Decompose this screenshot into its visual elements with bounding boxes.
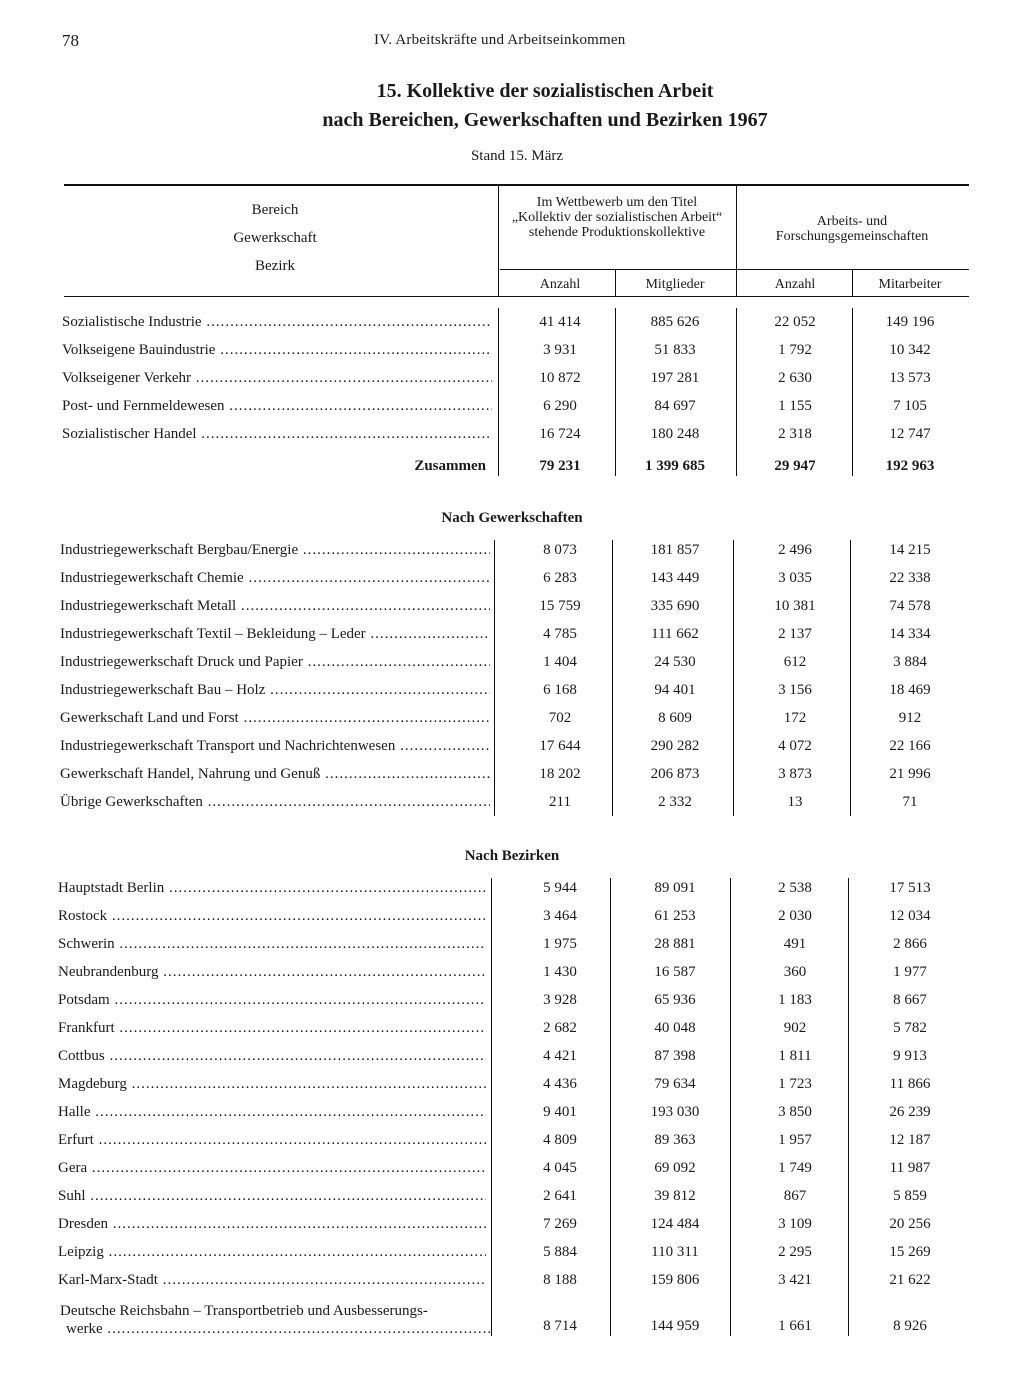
cell-anzahl: 4 809: [543, 1132, 577, 1148]
row-label: Cottbus .....: [58, 1048, 486, 1065]
cell-mitglieder: 124 484: [650, 1216, 700, 1232]
cell-anzahl: 8 188: [543, 1272, 577, 1288]
cell-anzahl: 2 682: [543, 1020, 577, 1036]
cell-anzahl: 7 269: [543, 1216, 577, 1232]
cell-mitglieder: 8 609: [658, 710, 692, 726]
row-label: Neubrandenburg .....: [58, 964, 486, 981]
table-row: [0, 1302, 1024, 1342]
cell-anzahl-ag: 1 811: [778, 1048, 812, 1064]
table-row: [0, 794, 1024, 818]
cell-mitglieder: 87 398: [654, 1048, 696, 1064]
cell-mitarbeiter: 21 996: [889, 766, 931, 782]
cell-anzahl: 17 644: [539, 738, 581, 754]
cell-anzahl-ag: 3 109: [778, 1216, 812, 1232]
cell-anzahl-ag: 3 850: [778, 1104, 812, 1120]
cell-mitarbeiter: 8 667: [893, 992, 927, 1008]
cell-anzahl-ag: 1 661: [778, 1318, 812, 1334]
table-title: 15. Kollektive der sozialistischen Arbeit: [376, 80, 714, 102]
cell-anzahl-ag: 902: [783, 1020, 807, 1036]
row-label: Industriegewerkschaft Bergbau/Energie .....: [60, 542, 490, 559]
table-row: [0, 1132, 1024, 1156]
row-label: Sozialistische Industrie .....: [62, 314, 492, 331]
cell-mitarbeiter: 9 913: [893, 1048, 927, 1064]
cell-anzahl: 3 928: [543, 992, 577, 1008]
cell-mitarbeiter: 12 034: [889, 908, 931, 924]
cell-mitglieder: 65 936: [654, 992, 696, 1008]
cell-anzahl: 10 872: [539, 370, 581, 386]
cell-anzahl-ag: 13: [787, 794, 803, 810]
running-head: IV. Arbeitskräfte und Arbeitseinkommen: [374, 32, 626, 48]
cell-mitglieder: 79 634: [654, 1076, 696, 1092]
cell-mitarbeiter: 11 866: [889, 1076, 931, 1092]
row-label: Industriegewerkschaft Textil – Bekleidung – Leder .....: [60, 626, 490, 643]
table-row: [0, 1188, 1024, 1212]
cell-mitglieder: 885 626: [650, 314, 700, 330]
cell-anzahl: 16 724: [539, 426, 581, 442]
cell-mitarbeiter: 22 166: [889, 738, 931, 754]
col-header-mitglieder: Mitglieder: [645, 277, 705, 292]
cell-anzahl-ag: 491: [783, 936, 807, 952]
row-label: Gera .....: [58, 1160, 486, 1177]
table-row: [0, 1272, 1024, 1296]
row-label: Magdeburg .....: [58, 1076, 486, 1093]
row-label: Industriegewerkschaft Metall .....: [60, 598, 490, 615]
cell-mitarbeiter: 10 342: [889, 342, 931, 358]
cell-anzahl: 5 944: [543, 880, 577, 896]
table-row: [0, 766, 1024, 790]
table-row: [0, 738, 1024, 762]
col-header-anzahl: Anzahl: [539, 277, 581, 292]
cell-anzahl: 41 414: [539, 314, 581, 330]
cell-mitarbeiter: 20 256: [889, 1216, 931, 1232]
head-bottom-rule: [64, 296, 969, 297]
cell-mitarbeiter: 14 215: [889, 542, 931, 558]
cell-mitarbeiter: 912: [898, 710, 922, 726]
cell-mitglieder: 197 281: [650, 370, 700, 386]
cell-mitglieder: 28 881: [654, 936, 696, 952]
stub-header-gewerkschaft: Gewerkschaft: [233, 230, 317, 246]
cell-mitarbeiter: 12 187: [889, 1132, 931, 1148]
cell-mitarbeiter: 14 334: [889, 626, 931, 642]
cell-anzahl-ag: 22 052: [774, 314, 816, 330]
cell-mitarbeiter: 21 622: [889, 1272, 931, 1288]
row-label: Gewerkschaft Handel, Nahrung und Genuß .....: [60, 766, 490, 783]
row-label: Industriegewerkschaft Transport und Nachrichtenwesen .....: [60, 738, 490, 755]
cell-anzahl-ag: 612: [783, 654, 807, 670]
cell-anzahl: 3 931: [543, 342, 577, 358]
cell-mitglieder: 16 587: [654, 964, 696, 980]
head-divider: [615, 270, 616, 296]
head-divider: [852, 270, 853, 296]
cell-anzahl: 1 975: [543, 936, 577, 952]
table-row: [0, 626, 1024, 650]
row-label: Hauptstadt Berlin .....: [58, 880, 486, 897]
cell-anzahl-ag: 867: [783, 1188, 807, 1204]
cell-mitglieder: 51 833: [654, 342, 696, 358]
cell-anzahl: 6 290: [543, 398, 577, 414]
row-label-line2: werke .....: [60, 1320, 490, 1338]
section-heading-bezirke: Nach Bezirken: [464, 848, 560, 864]
cell-mitarbeiter: 11 987: [889, 1160, 931, 1176]
table-row: [0, 342, 1024, 366]
table-row: [0, 542, 1024, 566]
cell-mitglieder: 181 857: [650, 542, 700, 558]
row-label: [60, 1302, 490, 1338]
cell-mitarbeiter: 149 196: [885, 314, 935, 330]
cell-mitarbeiter: 192 963: [885, 458, 935, 474]
table-top-rule: [64, 184, 969, 186]
cell-mitarbeiter: 5 859: [893, 1188, 927, 1204]
cell-mitglieder: 89 363: [654, 1132, 696, 1148]
table-row: [0, 992, 1024, 1016]
cell-mitglieder: 111 662: [651, 626, 699, 642]
head-subrule: [500, 269, 969, 270]
section-heading-gewerkschaften: Nach Gewerkschaften: [441, 510, 583, 526]
cell-mitglieder: 110 311: [651, 1244, 699, 1260]
group-header-arbeitsgemeinschaften: Arbeits- und Forschungsgemeinschaften: [775, 214, 929, 244]
table-row: [0, 1244, 1024, 1268]
table-row: [0, 370, 1024, 394]
row-label: Post- und Fernmeldewesen .....: [62, 398, 492, 415]
cell-mitglieder: 2 332: [658, 794, 692, 810]
cell-anzahl: 18 202: [539, 766, 581, 782]
table-row: [0, 682, 1024, 706]
cell-anzahl-ag: 1 957: [778, 1132, 812, 1148]
stub-header-bereich: Bereich: [251, 202, 299, 218]
row-label: Rostock .....: [58, 908, 486, 925]
table-row: [0, 1076, 1024, 1100]
table-row: [0, 654, 1024, 678]
cell-anzahl-ag: 3 035: [778, 570, 812, 586]
cell-anzahl: 4 045: [543, 1160, 577, 1176]
row-label: Volkseigene Bauindustrie .....: [62, 342, 492, 359]
cell-anzahl: 6 283: [543, 570, 577, 586]
head-divider: [498, 186, 499, 296]
cell-mitarbeiter: 12 747: [889, 426, 931, 442]
table-row: [0, 710, 1024, 734]
cell-anzahl: 1 430: [543, 964, 577, 980]
table-row: [0, 1160, 1024, 1184]
cell-mitarbeiter: 2 866: [893, 936, 927, 952]
cell-anzahl: 4 421: [543, 1048, 577, 1064]
group-header-produktionskollektive: Im Wettbewerb um den Titel „Kollektiv der sozialistischen Arbeit“ stehende Produktionskollektive: [511, 195, 723, 240]
cell-mitarbeiter: 13 573: [889, 370, 931, 386]
cell-anzahl-ag: 3 873: [778, 766, 812, 782]
cell-mitarbeiter: 22 338: [889, 570, 931, 586]
cell-anzahl: 702: [548, 710, 572, 726]
table-row: [0, 314, 1024, 338]
cell-anzahl: 4 436: [543, 1076, 577, 1092]
cell-anzahl-ag: 2 630: [778, 370, 812, 386]
cell-anzahl: 8 714: [543, 1318, 577, 1334]
cell-anzahl: 8 073: [543, 542, 577, 558]
row-label: Industriegewerkschaft Druck und Papier .....: [60, 654, 490, 671]
cell-anzahl-ag: 2 318: [778, 426, 812, 442]
total-label: Zusammen: [414, 458, 486, 474]
cell-anzahl-ag: 360: [783, 964, 807, 980]
cell-mitglieder: 39 812: [654, 1188, 696, 1204]
table-row: [0, 598, 1024, 622]
page-number: 78: [62, 31, 79, 50]
col-header-anzahl-2: Anzahl: [774, 277, 816, 292]
cell-mitarbeiter: 18 469: [889, 682, 931, 698]
row-label: Übrige Gewerkschaften .....: [60, 794, 490, 811]
cell-anzahl-ag: 2 030: [778, 908, 812, 924]
cell-anzahl: 9 401: [543, 1104, 577, 1120]
row-label: Leipzig .....: [58, 1244, 486, 1261]
cell-anzahl-ag: 4 072: [778, 738, 812, 754]
cell-anzahl: 15 759: [539, 598, 581, 614]
table-subtitle: nach Bereichen, Gewerkschaften und Bezirken 1967: [322, 109, 768, 131]
cell-mitglieder: 1 399 685: [645, 458, 705, 474]
cell-anzahl-ag: 3 421: [778, 1272, 812, 1288]
row-label: Frankfurt .....: [58, 1020, 486, 1037]
cell-mitglieder: 144 959: [650, 1318, 700, 1334]
table-row: [0, 880, 1024, 904]
row-label: Industriegewerkschaft Chemie .....: [60, 570, 490, 587]
table-row: [0, 964, 1024, 988]
stub-header-bezirk: Bezirk: [255, 258, 295, 274]
row-label: Halle .....: [58, 1104, 486, 1121]
cell-mitglieder: 193 030: [650, 1104, 700, 1120]
row-label: Volkseigener Verkehr .....: [62, 370, 492, 387]
cell-mitglieder: 69 092: [654, 1160, 696, 1176]
cell-anzahl-ag: 29 947: [774, 458, 816, 474]
cell-anzahl-ag: 2 496: [778, 542, 812, 558]
total-row: [0, 458, 1024, 482]
cell-mitarbeiter: 5 782: [893, 1020, 927, 1036]
row-label: Potsdam .....: [58, 992, 486, 1009]
cell-anzahl: 1 404: [543, 654, 577, 670]
cell-anzahl: 5 884: [543, 1244, 577, 1260]
row-label: Erfurt .....: [58, 1132, 486, 1149]
cell-mitglieder: 84 697: [654, 398, 696, 414]
cell-mitglieder: 94 401: [654, 682, 696, 698]
cell-anzahl-ag: 1 155: [778, 398, 812, 414]
table-row: [0, 908, 1024, 932]
cell-mitglieder: 180 248: [650, 426, 700, 442]
cell-anzahl: 4 785: [543, 626, 577, 642]
row-label: Suhl .....: [58, 1188, 486, 1205]
table-row: [0, 1020, 1024, 1044]
cell-anzahl-ag: 2 295: [778, 1244, 812, 1260]
cell-mitarbeiter: 3 884: [893, 654, 927, 670]
cell-mitglieder: 143 449: [650, 570, 700, 586]
cell-mitglieder: 89 091: [654, 880, 696, 896]
cell-mitarbeiter: 15 269: [889, 1244, 931, 1260]
row-label: Industriegewerkschaft Bau – Holz .....: [60, 682, 490, 699]
col-header-mitarbeiter: Mitarbeiter: [878, 277, 942, 292]
cell-anzahl: 79 231: [539, 458, 581, 474]
cell-mitarbeiter: 26 239: [889, 1104, 931, 1120]
cell-mitglieder: 61 253: [654, 908, 696, 924]
cell-anzahl-ag: 1 723: [778, 1076, 812, 1092]
cell-mitglieder: 24 530: [654, 654, 696, 670]
row-label: Sozialistischer Handel .....: [62, 426, 492, 443]
cell-mitarbeiter: 74 578: [889, 598, 931, 614]
cell-mitarbeiter: 71: [902, 794, 918, 810]
row-label: Karl-Marx-Stadt .....: [58, 1272, 486, 1289]
cell-anzahl-ag: 10 381: [774, 598, 816, 614]
cell-anzahl: 3 464: [543, 908, 577, 924]
cell-anzahl-ag: 1 792: [778, 342, 812, 358]
row-label: Schwerin .....: [58, 936, 486, 953]
cell-mitarbeiter: 17 513: [889, 880, 931, 896]
cell-anzahl: 2 641: [543, 1188, 577, 1204]
head-divider: [736, 186, 737, 296]
cell-anzahl: 6 168: [543, 682, 577, 698]
cell-anzahl: 211: [549, 794, 571, 810]
cell-mitarbeiter: 7 105: [893, 398, 927, 414]
cell-anzahl-ag: 1 749: [778, 1160, 812, 1176]
cell-mitarbeiter: 8 926: [893, 1318, 927, 1334]
table-row: [0, 1104, 1024, 1128]
table-row: [0, 1216, 1024, 1240]
table-row: [0, 426, 1024, 450]
cell-anzahl-ag: 1 183: [778, 992, 812, 1008]
cell-anzahl-ag: 2 538: [778, 880, 812, 896]
table-row: [0, 1048, 1024, 1072]
row-label: Dresden .....: [58, 1216, 486, 1233]
cell-mitglieder: 206 873: [650, 766, 700, 782]
cell-anzahl-ag: 172: [783, 710, 807, 726]
table-row: [0, 398, 1024, 422]
row-label-line1: Deutsche Reichsbahn – Transportbetrieb und Ausbesserungs-: [60, 1303, 428, 1319]
cell-mitglieder: 40 048: [654, 1020, 696, 1036]
cell-mitglieder: 290 282: [650, 738, 700, 754]
table-row: [0, 936, 1024, 960]
cell-mitarbeiter: 1 977: [893, 964, 927, 980]
reference-date: Stand 15. März: [470, 148, 564, 164]
cell-anzahl-ag: 3 156: [778, 682, 812, 698]
cell-mitglieder: 335 690: [650, 598, 700, 614]
table-row: [0, 570, 1024, 594]
cell-anzahl-ag: 2 137: [778, 626, 812, 642]
row-label: Gewerkschaft Land und Forst .....: [60, 710, 490, 727]
cell-mitglieder: 159 806: [650, 1272, 700, 1288]
